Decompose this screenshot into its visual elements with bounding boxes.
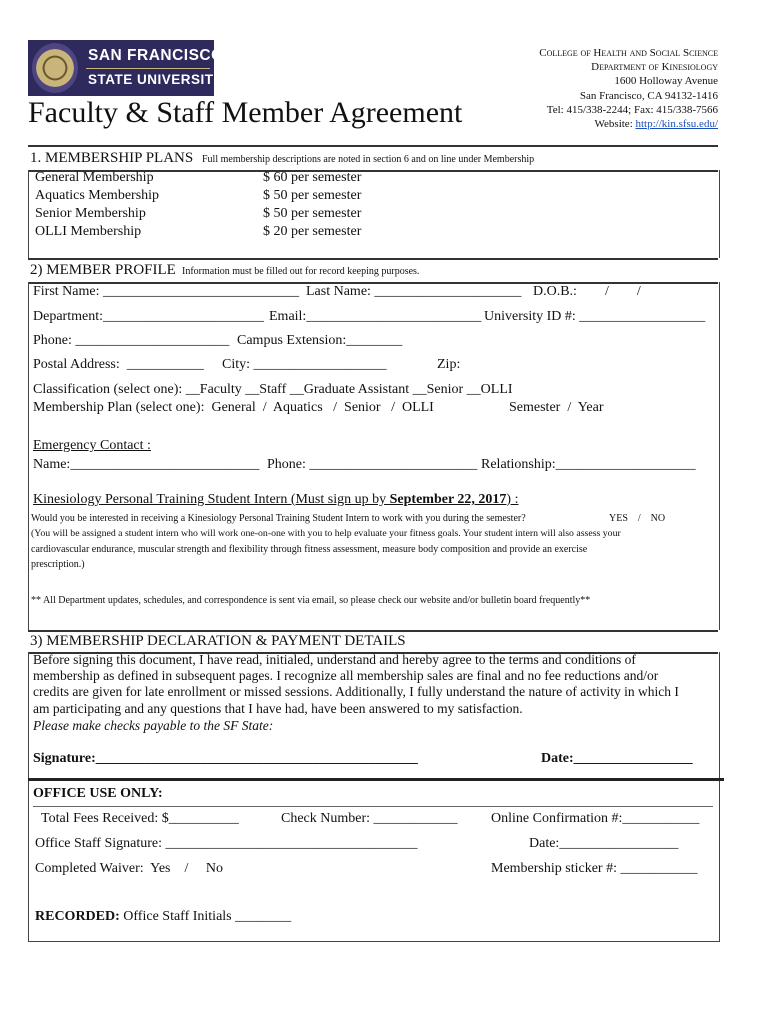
office-staff-signature-field[interactable]: Office Staff Signature: ____________________________________ <box>35 836 418 851</box>
declaration-line-1: Before signing this document, I have read, initialed, understand and hereby agree to the terms and conditions of <box>33 652 636 667</box>
contact-phone: Tel: 415/338-2244; Fax: 415/338-7566 <box>546 103 718 116</box>
member-profile-box <box>28 282 720 630</box>
office-use-heading: OFFICE USE ONLY: <box>33 786 163 801</box>
membership-sticker-field[interactable]: Membership sticker #: ___________ <box>491 861 698 876</box>
office-heading-rule <box>33 806 713 807</box>
declaration-box <box>28 652 720 778</box>
section-2-header <box>28 258 718 284</box>
intern-description-2: cardiovascular endurance, muscular strength and flexibility through fitness assessment, measure body composition and provide an exercise <box>31 544 588 555</box>
emergency-phone-field[interactable]: Phone: ________________________ <box>267 457 478 472</box>
checks-payable-note: Please make checks payable to the SF State: <box>33 718 274 733</box>
recorded-initials-field[interactable]: Office Staff Initials ________ <box>119 909 292 924</box>
signature-field[interactable]: Signature:______________________________________________ <box>33 751 418 766</box>
department-field[interactable]: Department:_______________________ <box>33 309 264 324</box>
section-1-title: 1. MEMBERSHIP PLANS <box>30 150 194 166</box>
university-seal-icon <box>32 43 78 93</box>
term-select[interactable]: Semester / Year <box>509 400 604 415</box>
college-name: College of Health and Social Science <box>539 47 718 59</box>
completed-waiver-select[interactable]: Completed Waiver: Yes / No <box>35 861 223 876</box>
zip-field[interactable]: Zip: <box>437 357 461 372</box>
recorded-line[interactable] <box>35 909 291 925</box>
first-name-field[interactable]: First Name: ____________________________ <box>33 284 299 299</box>
last-name-field[interactable]: Last Name: _____________________ <box>306 284 522 299</box>
postal-address-field[interactable]: Postal Address: ___________ <box>33 357 204 372</box>
section-3-title: 3) MEMBERSHIP DECLARATION & PAYMENT DETAILS <box>30 633 406 649</box>
plan-name-aquatics: Aquatics Membership <box>35 188 160 203</box>
office-use-box <box>28 781 720 942</box>
emergency-contact-heading: Emergency Contact : <box>33 438 151 453</box>
city-address: San Francisco, CA 94132-1416 <box>579 89 718 102</box>
intern-heading-text: Kinesiology Personal Training Student Intern (Must sign up by <box>33 492 390 507</box>
declaration-line-4: am participating and any questions that I have had, have been answered to my satisfaction. <box>33 701 523 716</box>
website-link[interactable]: http://kin.sfsu.edu/ <box>635 118 718 131</box>
phone-field[interactable]: Phone: ______________________ <box>33 333 230 348</box>
logo-divider <box>86 68 210 69</box>
street-address: 1600 Holloway Avenue <box>614 75 718 88</box>
section-2-title: 2) MEMBER PROFILE <box>30 262 176 278</box>
logo-line-2: STATE UNIVERSITY <box>88 72 224 87</box>
plan-price-senior: $ 50 per semester <box>263 206 362 221</box>
plan-name-olli: OLLI Membership <box>35 224 142 239</box>
website-label: Website: <box>594 118 636 131</box>
dob-field[interactable]: D.O.B.: / / <box>533 284 641 299</box>
online-confirmation-field[interactable]: Online Confirmation #:___________ <box>491 811 700 826</box>
website-line <box>539 117 718 131</box>
plan-name-general: General Membership <box>35 170 154 185</box>
intern-yes-no[interactable]: YES / NO <box>609 513 666 524</box>
section-3-header <box>28 630 718 654</box>
page-title: Faculty & Staff Member Agreement <box>28 96 463 129</box>
campus-extension-field[interactable]: Campus Extension:________ <box>237 333 403 348</box>
section-1-note: Full membership descriptions are noted in section 6 and on line under Membership <box>202 154 535 165</box>
department-name: Department of Kinesiology <box>591 61 718 74</box>
plan-name-senior: Senior Membership <box>35 206 146 221</box>
membership-plan-select[interactable]: Membership Plan (select one): General / Aquatics / Senior / OLLI <box>33 400 434 415</box>
check-number-field[interactable]: Check Number: ____________ <box>281 811 458 826</box>
classification-select[interactable]: Classification (select one): __Faculty __Staff __Graduate Assistant __Senior __OLLI <box>33 382 513 397</box>
office-date-field[interactable]: Date:_________________ <box>529 836 679 851</box>
intern-heading-end: ) : <box>506 492 519 507</box>
declaration-line-2: membership as defined in subsequent pages. I recognize all membership sales are final and no fee reductions and/or <box>33 668 659 683</box>
membership-plans-box <box>28 170 720 258</box>
intern-question: Would you be interested in receiving a Kinesiology Personal Training Student Intern to work with you during the semester? <box>31 513 526 524</box>
emergency-name-field[interactable]: Name:___________________________ <box>33 457 260 472</box>
plan-price-general: $ 60 per semester <box>263 170 362 185</box>
city-field[interactable]: City: ___________________ <box>222 357 387 372</box>
intern-description-1: (You will be assigned a student intern who will work one-on-one with you to help evaluate your fitness goals. Your student intern will also assess your <box>31 528 621 539</box>
email-field[interactable]: Email:_________________________ <box>269 309 482 324</box>
college-address <box>539 46 718 131</box>
section-1-header <box>28 145 718 172</box>
plan-price-olli: $ 20 per semester <box>263 224 362 239</box>
university-id-field[interactable]: University ID #: __________________ <box>484 309 706 324</box>
declaration-line-3: credits are given for late enrollment or missed sessions. Additionally, I fully understand the nature of activity in which I <box>33 684 679 699</box>
logo-line-1: SAN FRANCISCO <box>88 47 224 64</box>
sfsu-logo <box>28 40 224 96</box>
declaration-date-field[interactable]: Date:_________________ <box>541 751 693 766</box>
intern-deadline: September 22, 2017 <box>389 492 507 507</box>
total-fees-field[interactable]: Total Fees Received: $__________ <box>41 811 239 826</box>
plan-price-aquatics: $ 50 per semester <box>263 188 362 203</box>
updates-note: ** All Department updates, schedules, and correspondence is sent via email, so please check our website and/or bulletin board frequently** <box>31 595 591 606</box>
section-2-note: Information must be filled out for record keeping purposes. <box>182 266 420 277</box>
intern-description-3: prescription.) <box>31 559 85 570</box>
intern-heading <box>33 492 518 508</box>
recorded-label: RECORDED: <box>35 909 120 924</box>
emergency-relationship-field[interactable]: Relationship:____________________ <box>481 457 696 472</box>
